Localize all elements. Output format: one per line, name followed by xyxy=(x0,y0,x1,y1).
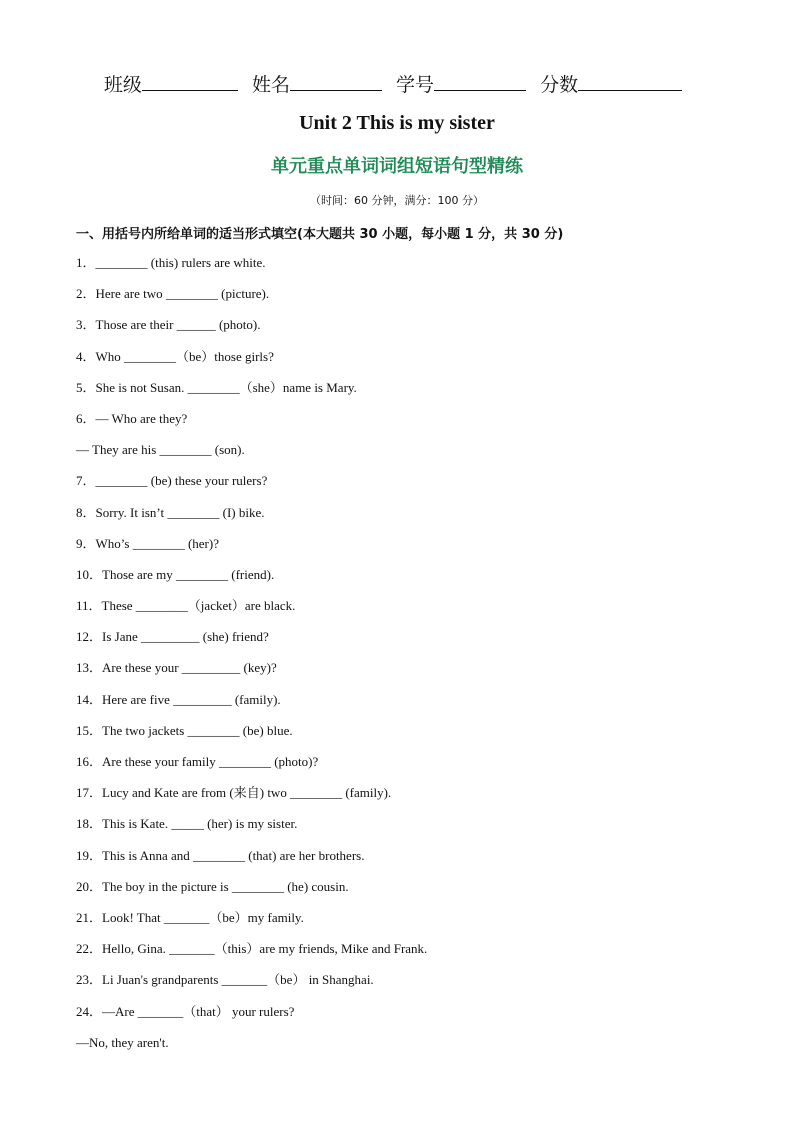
question-item: 10．Those are my ________ (friend). xyxy=(76,566,275,582)
question-item: 16．Are these your family ________ (photo)? xyxy=(76,754,319,769)
name-field xyxy=(252,74,388,96)
question-item: 14．Here are five _________ (family). xyxy=(76,691,281,707)
worksheet-subtitle: 单元重点单词词组短语句型精练 xyxy=(271,156,523,177)
question-item: 19．This is Anna and ________ (that) are her brothers. xyxy=(76,847,365,863)
question-item: 24．—Are _______（that） your rulers? xyxy=(76,1003,295,1019)
student-id-label: 学号 xyxy=(396,74,435,96)
question-list xyxy=(76,253,726,1064)
score-field xyxy=(540,74,682,96)
question-item: 15．The two jackets ________ (be) blue. xyxy=(76,722,293,738)
question-item: 8．Sorry. It isn’t ________ (I) bike. xyxy=(76,504,265,520)
question-item: 17．Lucy and Kate are from (来自) two ________ (family). xyxy=(76,785,392,801)
question-item: 21．Look! That _______（be）my family. xyxy=(76,909,304,925)
question-item: 3．Those are their ______ (photo). xyxy=(76,317,261,333)
question-item: 4．Who ________（be）those girls? xyxy=(76,348,274,364)
question-item: 22．Hello, Gina. _______（this）are my friends, Mike and Frank. xyxy=(76,941,428,957)
time-note: （时间：60 分钟，满分：100 分） xyxy=(310,194,484,207)
question-item: 5．She is not Susan. ________（she）name is Mary. xyxy=(76,379,357,395)
section-title: 一、用括号内所给单词的适当形式填空(本大题共 30 小题，每小题 1 分，共 30 分) xyxy=(76,227,564,242)
question-item: —No, they aren't. xyxy=(76,1034,169,1050)
question-item: 20．The boy in the picture is ________ (he) cousin. xyxy=(76,878,349,894)
class-field xyxy=(104,74,244,96)
class-label: 班级 xyxy=(103,74,142,96)
class-blank[interactable] xyxy=(142,72,238,91)
question-item: 7．________ (be) these your rulers? xyxy=(76,473,268,489)
name-blank[interactable] xyxy=(290,72,382,91)
question-item: 12．Is Jane _________ (she) friend? xyxy=(76,629,269,645)
student-id-blank[interactable] xyxy=(434,72,526,91)
question-item: 18．This is Kate. _____ (her) is my sister. xyxy=(76,816,298,832)
student-info-line xyxy=(0,70,794,97)
score-blank[interactable] xyxy=(578,72,682,91)
question-item: 13．Are these your _________ (key)? xyxy=(76,660,277,676)
question-item: 2．Here are two ________ (picture). xyxy=(76,286,270,302)
question-item: — They are his ________ (son). xyxy=(76,442,245,458)
question-item: 9．Who’s ________ (her)? xyxy=(76,535,219,551)
question-item: 11．These ________（jacket）are black. xyxy=(76,598,296,614)
question-item: 6．— Who are they? xyxy=(76,410,188,426)
unit-title: Unit 2 This is my sister xyxy=(299,112,495,134)
student-id-field xyxy=(396,74,532,96)
name-label: 姓名 xyxy=(251,74,290,96)
question-item: 23．Li Juan's grandparents _______（be） in Shanghai. xyxy=(76,972,374,988)
question-item: 1．________ (this) rulers are white. xyxy=(76,255,266,270)
score-label: 分数 xyxy=(540,74,579,96)
